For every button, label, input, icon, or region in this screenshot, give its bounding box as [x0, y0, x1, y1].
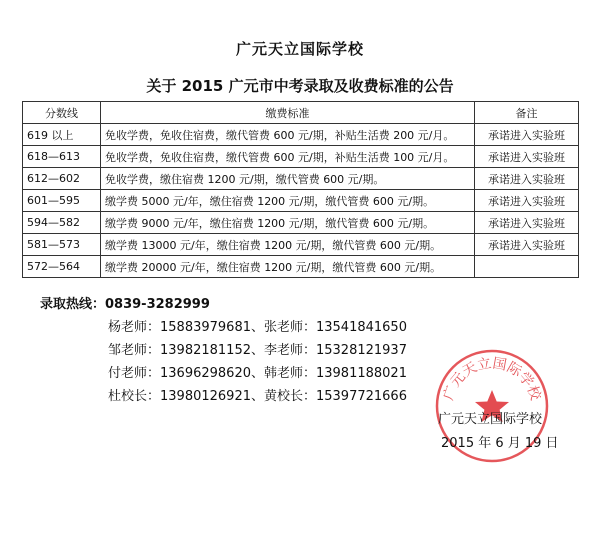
score-cell: 594—582 [23, 212, 101, 234]
note-cell: 承诺进入实验班 [475, 234, 579, 256]
header-fee: 缴费标准 [101, 102, 475, 124]
school-title: 广元天立国际学校 [235, 40, 364, 58]
note-cell: 承诺进入实验班 [475, 146, 579, 168]
table-row [23, 234, 579, 256]
table-row [23, 146, 579, 168]
note-cell: 承诺进入实验班 [475, 124, 579, 146]
score-cell: 612—602 [23, 168, 101, 190]
notice-title: 关于 2015 广元市中考录取及收费标准的公告 [146, 77, 454, 95]
contact-line: 杜校长：13980126921、黄校长：15397721666 [108, 389, 407, 404]
header-note: 备注 [475, 102, 579, 124]
fee-cell: 缴学费 9000 元/年，缴住宿费 1200 元/期，缴代管费 600 元/期。 [101, 212, 475, 234]
table-row [23, 190, 579, 212]
contact-line: 邹老师：13982181152、李老师：15328121937 [108, 343, 407, 358]
score-cell: 572—564 [23, 256, 101, 278]
fee-cell: 缴学费 13000 元/年，缴住宿费 1200 元/期，缴代管费 600 元/期。 [101, 234, 475, 256]
score-cell: 601—595 [23, 190, 101, 212]
fee-cell: 缴学费 20000 元/年，缴住宿费 1200 元/期，缴代管费 600 元/期。 [101, 256, 475, 278]
contact-line: 杨老师：15883979681、张老师：13541841650 [108, 320, 407, 335]
note-cell: 承诺进入实验班 [475, 168, 579, 190]
header-score: 分数线 [23, 102, 101, 124]
table-row [23, 168, 579, 190]
fee-cell: 免收学费，免收住宿费，缴代管费 600 元/期，补贴生活费 200 元/月。 [101, 124, 475, 146]
fee-cell: 免收学费，免收住宿费，缴代管费 600 元/期，补贴生活费 100 元/月。 [101, 146, 475, 168]
table-row [23, 212, 579, 234]
signature-date: 2015 年 6 月 19 日 [441, 436, 559, 451]
table-header-row [23, 102, 579, 124]
contact-line: 付老师：13696298620、韩老师：13981188021 [108, 366, 407, 381]
note-cell: 承诺进入实验班 [475, 212, 579, 234]
score-cell: 581—573 [23, 234, 101, 256]
fee-cell: 缴学费 5000 元/年，缴住宿费 1200 元/期，缴代管费 600 元/期。 [101, 190, 475, 212]
fee-cell: 免收学费，缴住宿费 1200 元/期，缴代管费 600 元/期。 [101, 168, 475, 190]
table-row [23, 256, 579, 278]
admission-hotline: 录取热线：0839-3282999 [40, 297, 210, 312]
note-cell [475, 256, 579, 278]
seal-text-path: 广元天立国际学校 [440, 355, 544, 403]
signature-school: 广元天立国际学校 [438, 412, 543, 427]
score-cell: 618—613 [23, 146, 101, 168]
note-cell: 承诺进入实验班 [475, 190, 579, 212]
fee-standard-table [22, 101, 579, 278]
contact-list [108, 316, 407, 408]
score-cell: 619 以上 [23, 124, 101, 146]
table-row [23, 124, 579, 146]
